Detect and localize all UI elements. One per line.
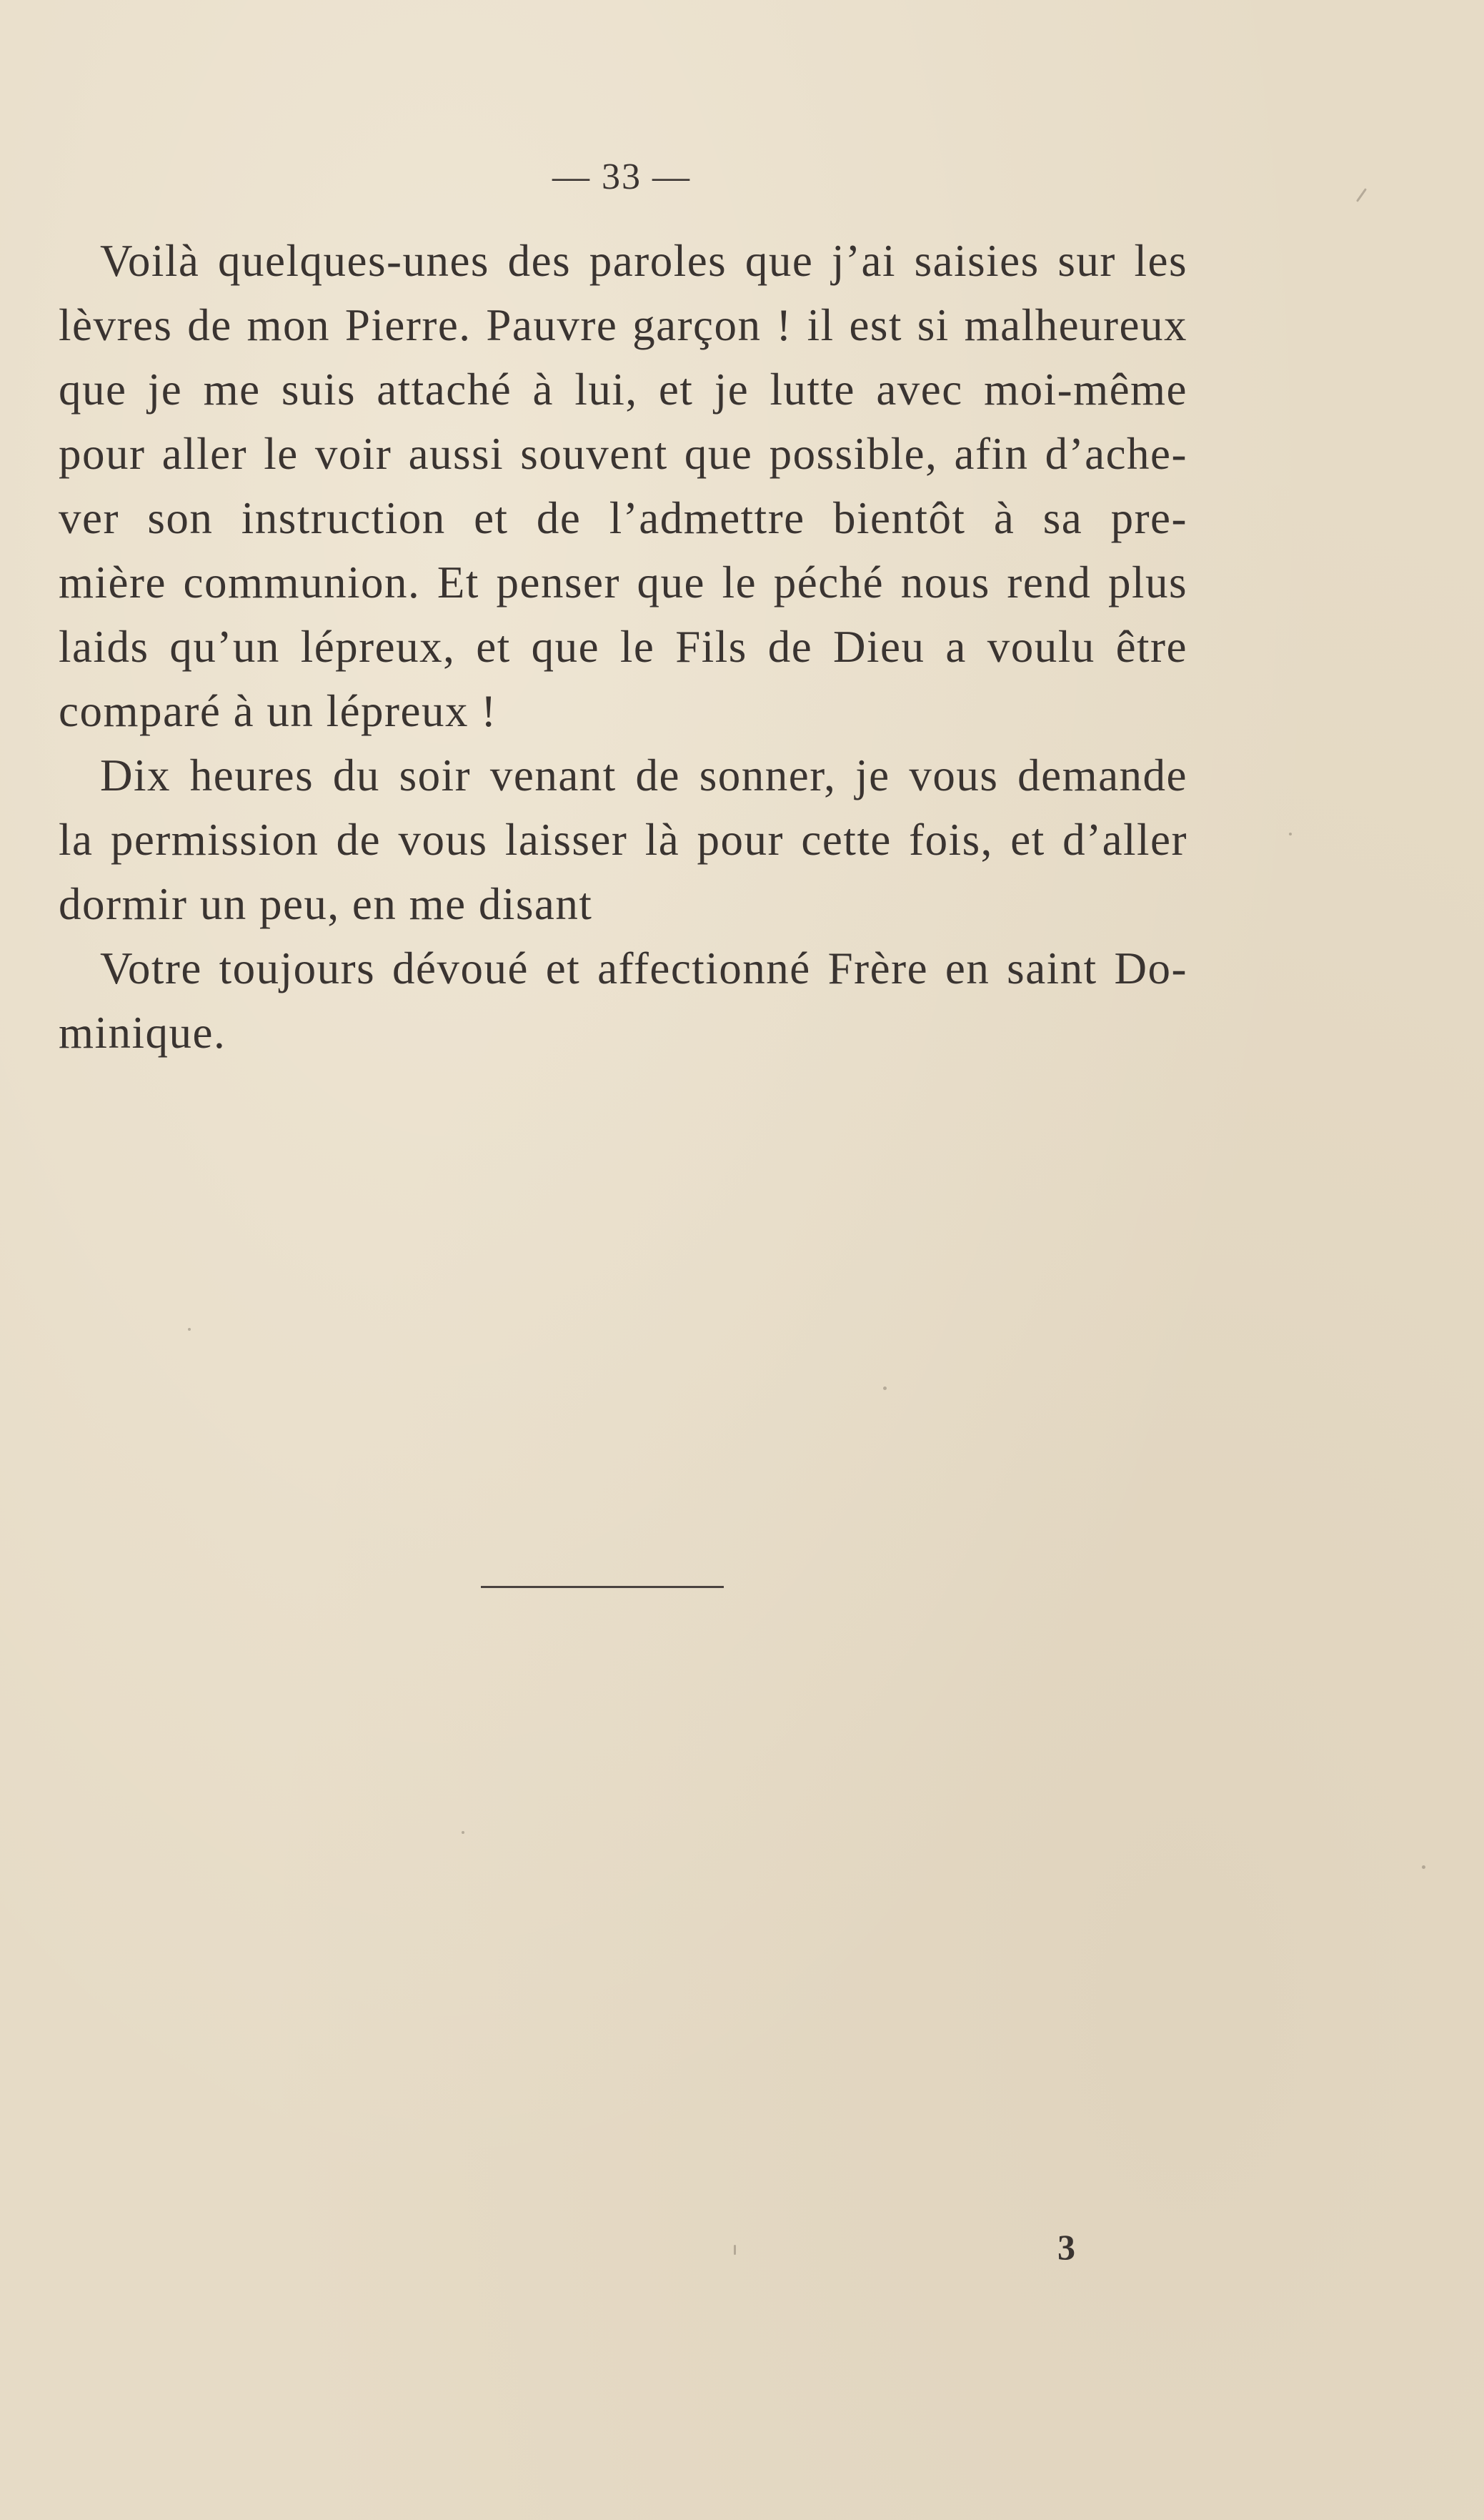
paragraph-line: minique. xyxy=(59,1008,226,1058)
section-rule xyxy=(481,1586,724,1588)
paragraph-line: Votre toujours dévoué et affectionné Frère en saint Do- xyxy=(100,943,1187,993)
paragraph-line: Voilà quelques-unes des paroles que j’ai saisies sur les xyxy=(100,236,1187,286)
paragraph-line: laids qu’un lépreux, et que le Fils de Dieu a voulu être xyxy=(59,622,1187,672)
paragraph-line: pour aller le voir aussi souvent que possible, afin d’ache- xyxy=(59,429,1187,479)
paragraph-line: comparé à un lépreux ! xyxy=(59,686,497,736)
page-number: — 33 — xyxy=(552,157,691,197)
paragraph-line: dormir un peu, en me disant xyxy=(59,879,593,929)
paragraph-line: que je me suis attaché à lui, et je lutte avec moi-même xyxy=(59,364,1187,415)
paper-speck xyxy=(734,2245,736,2255)
signature-mark: 3 xyxy=(1057,2227,1075,2267)
paper-speck xyxy=(188,1328,191,1331)
paper-speck xyxy=(1289,833,1292,835)
paper-speck xyxy=(462,1831,464,1834)
paper-speck xyxy=(1356,188,1367,202)
paper-speck xyxy=(883,1387,887,1390)
paragraph-line: Dix heures du soir venant de sonner, je vous demande xyxy=(100,750,1187,800)
paper-speck xyxy=(1422,1865,1425,1869)
paragraph-line: ver son instruction et de l’admettre bientôt à sa pre- xyxy=(59,493,1187,543)
paragraph-line: la permission de vous laisser là pour cette fois, et d’aller xyxy=(59,815,1187,865)
paragraph-line: mière communion. Et penser que le péché nous rend plus xyxy=(59,557,1187,607)
paragraph-line: lèvres de mon Pierre. Pauvre garçon ! il est si malheureux xyxy=(59,300,1187,350)
body-text xyxy=(59,229,1187,1065)
